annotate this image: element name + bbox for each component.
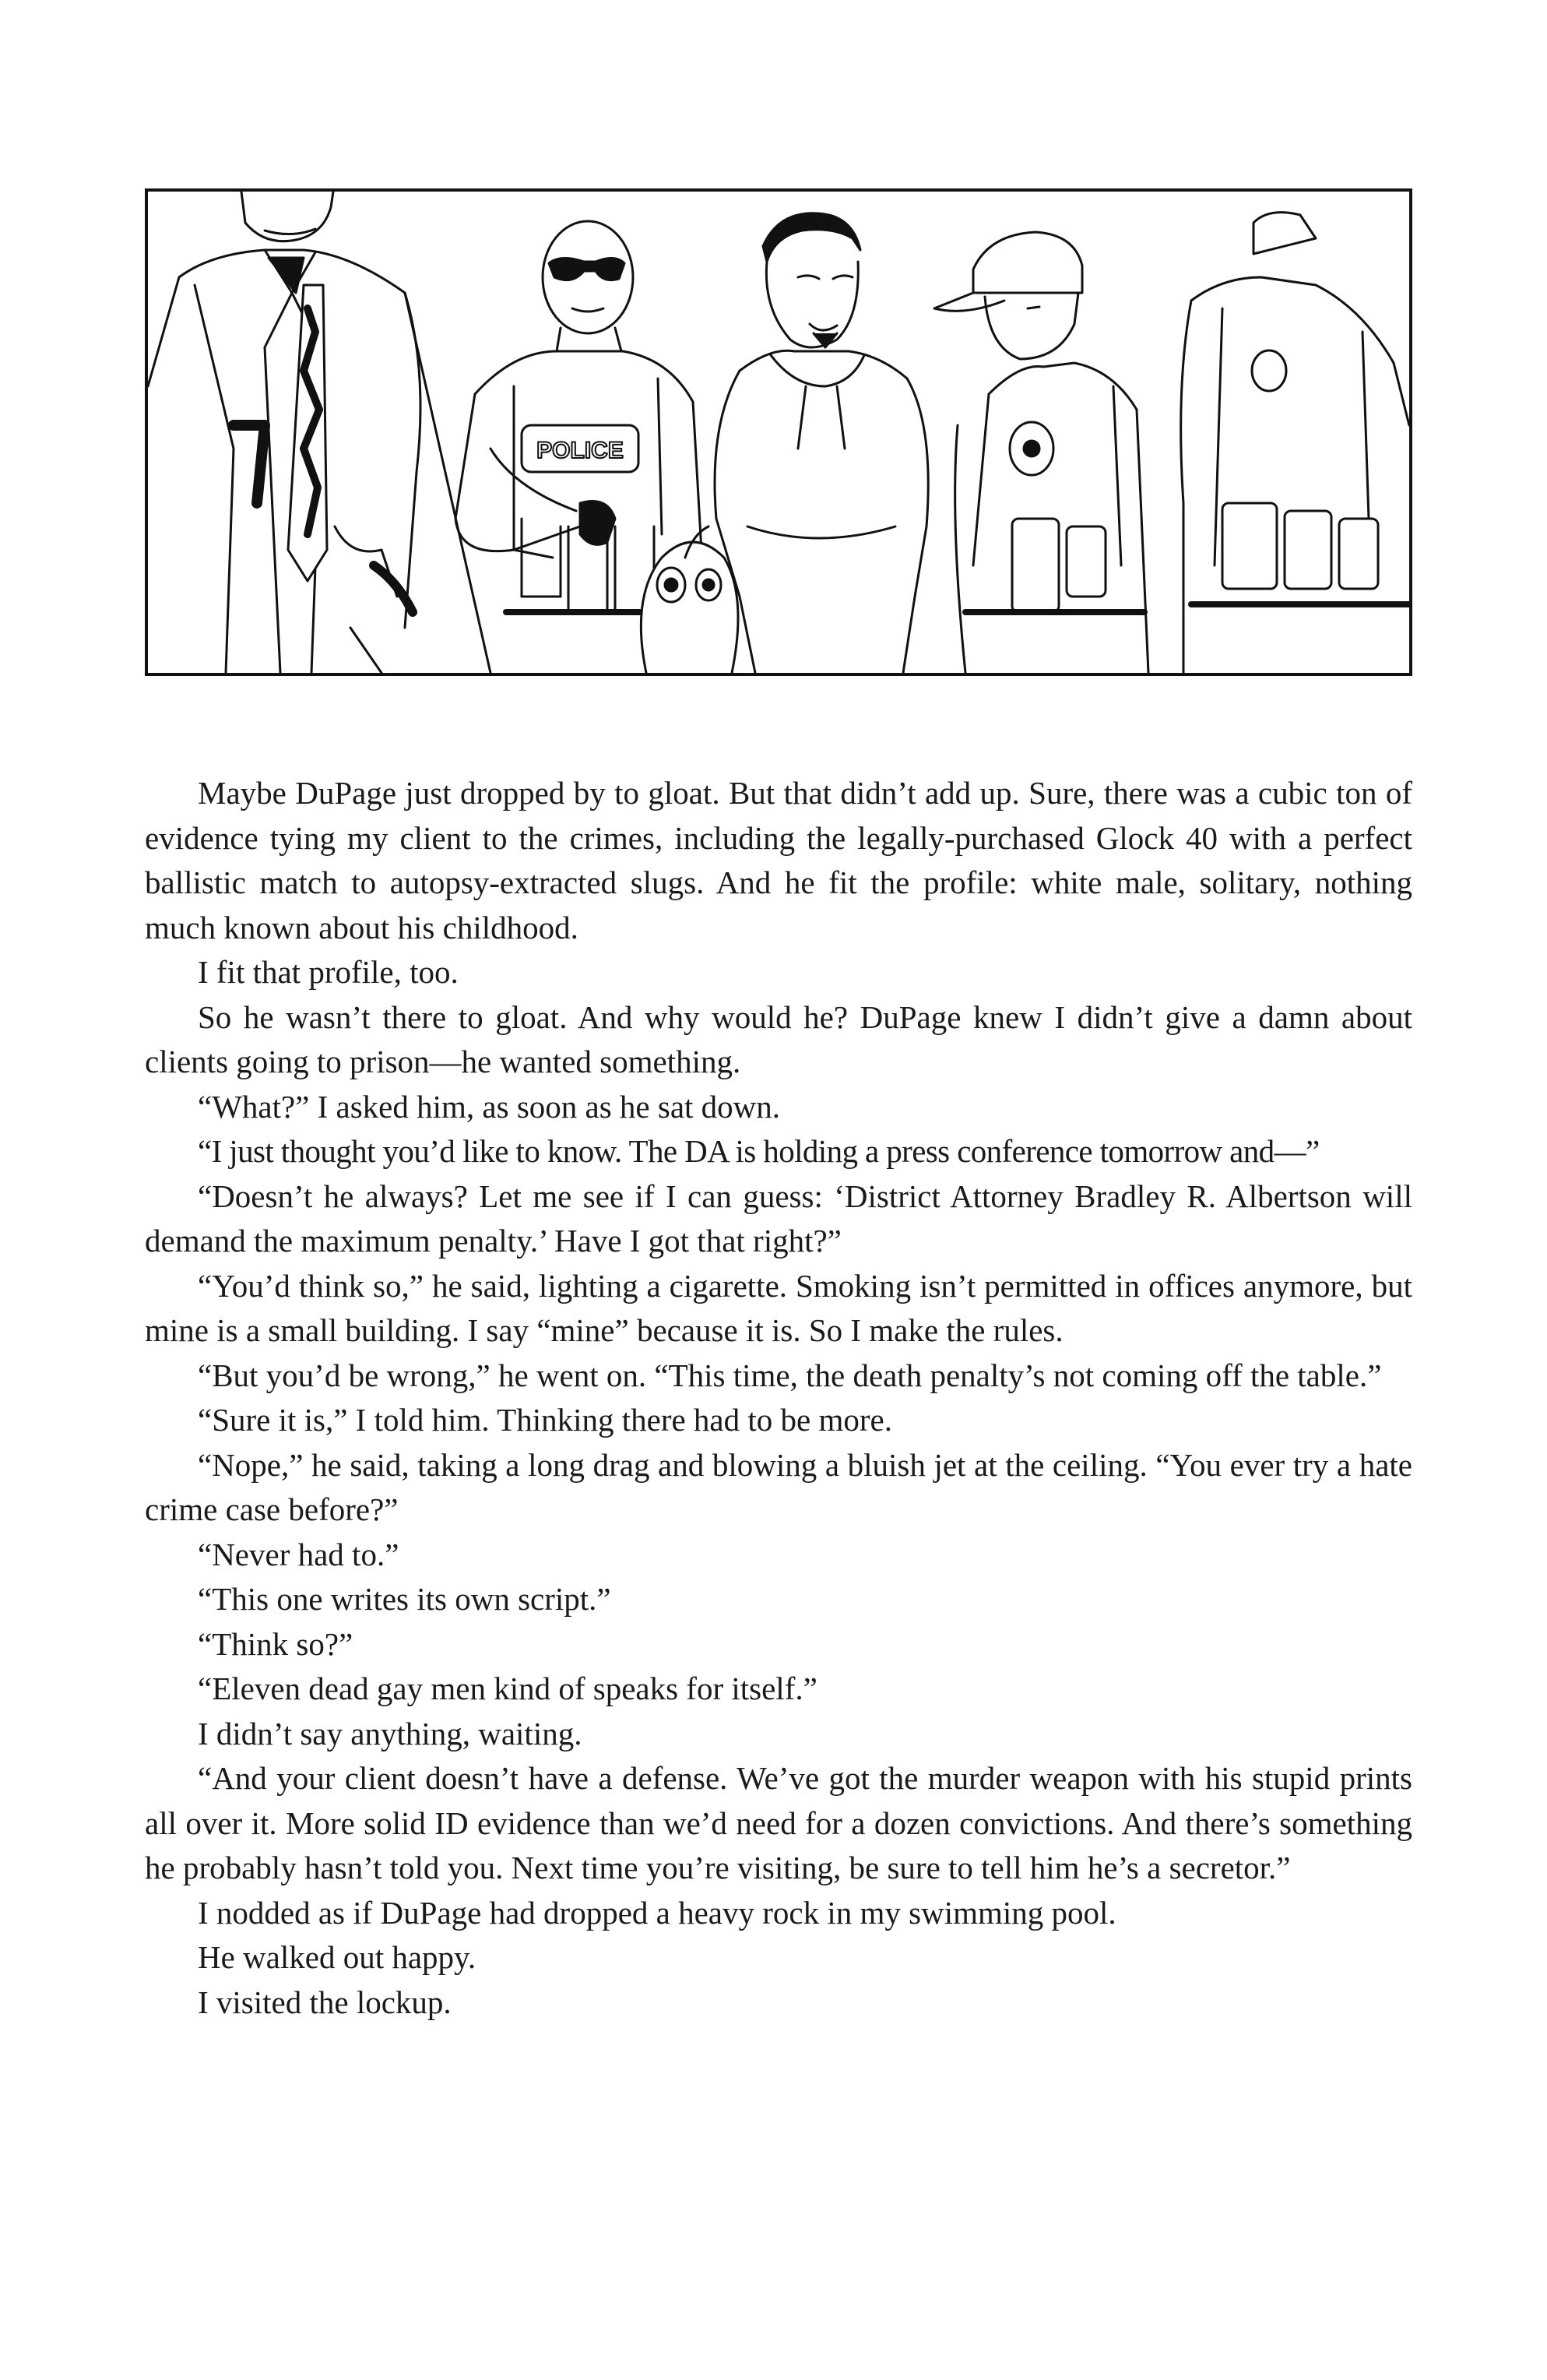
paragraph: He walked out happy. — [198, 1939, 476, 1975]
right-edge-officer-figure — [1181, 213, 1409, 673]
paragraph: I didn’t say anything, waiting. — [198, 1715, 582, 1752]
suspect-hoodie-figure — [715, 213, 928, 673]
paragraph: “You’d think so,” he said, lighting a cigarette. Smoking isn’t permitted in offices anymore, but mine is a small building. I say “mine” because it is. So I make the rules. — [145, 1267, 1412, 1348]
paragraph: “Doesn’t he always? Let me see if I can guess: ‘District Attorney Bradley R. Albertson will demand the maximum penalty.’ Have I got that right?” — [145, 1178, 1412, 1259]
story-text — [145, 771, 1412, 2025]
paragraph: “Sure it is,” I told him. Thinking there had to be more. — [198, 1402, 892, 1438]
alien-creature-figure — [641, 526, 738, 673]
paragraph: So he wasn’t there to gloat. And why would he? DuPage knew I didn’t give a damn about clients going to prison—he wanted something. — [145, 998, 1412, 1079]
suited-man-figure — [148, 192, 490, 673]
paragraph: I visited the lockup. — [198, 1984, 452, 2020]
paragraph: “This one writes its own script.” — [198, 1581, 611, 1617]
comic-panel-illustration — [145, 188, 1412, 676]
paragraph: I fit that profile, too. — [198, 954, 459, 990]
paragraph: Maybe DuPage just dropped by to gloat. But that didn’t add up. Sure, there was a cubic ton of evidence tying my client to the crimes, including the legally-purchased Glock 40 with a perfect ballistic match to autopsy-extracted slugs. And he fit the profile: white male, solitary, nothing much known about his childhood. — [145, 775, 1412, 945]
paragraph: “Think so?” — [198, 1625, 353, 1662]
capped-officer-figure — [934, 232, 1148, 673]
paragraph: I nodded as if DuPage had dropped a heavy rock in my swimming pool. — [198, 1894, 1116, 1931]
paragraph: “Never had to.” — [198, 1536, 399, 1572]
paragraph: “Eleven dead gay men kind of speaks for itself.” — [198, 1671, 817, 1706]
paragraph: “Nope,” he said, taking a long drag and blowing a bluish jet at the ceiling. “You ever try a hate crime case before?” — [145, 1446, 1412, 1527]
paragraph: “What?” I asked him, as soon as he sat down. — [198, 1088, 781, 1125]
paragraph: “And your client doesn’t have a defense. We’ve got the murder weapon with his stupid prints all over it. More solid ID evidence than we’d need for a dozen convictions. And there’s something he probably hasn’t told you. Next time you’re visiting, be sure to tell him he’s a secretor.” — [145, 1760, 1412, 1885]
paragraph: “I just thought you’d like to know. The DA is holding a press conference tomorrow and—” — [198, 1133, 1320, 1169]
paragraph: “But you’d be wrong,” he went on. “This time, the death penalty’s not coming off the table.” — [198, 1357, 1382, 1393]
police-badge-text: POLICE — [536, 438, 624, 463]
